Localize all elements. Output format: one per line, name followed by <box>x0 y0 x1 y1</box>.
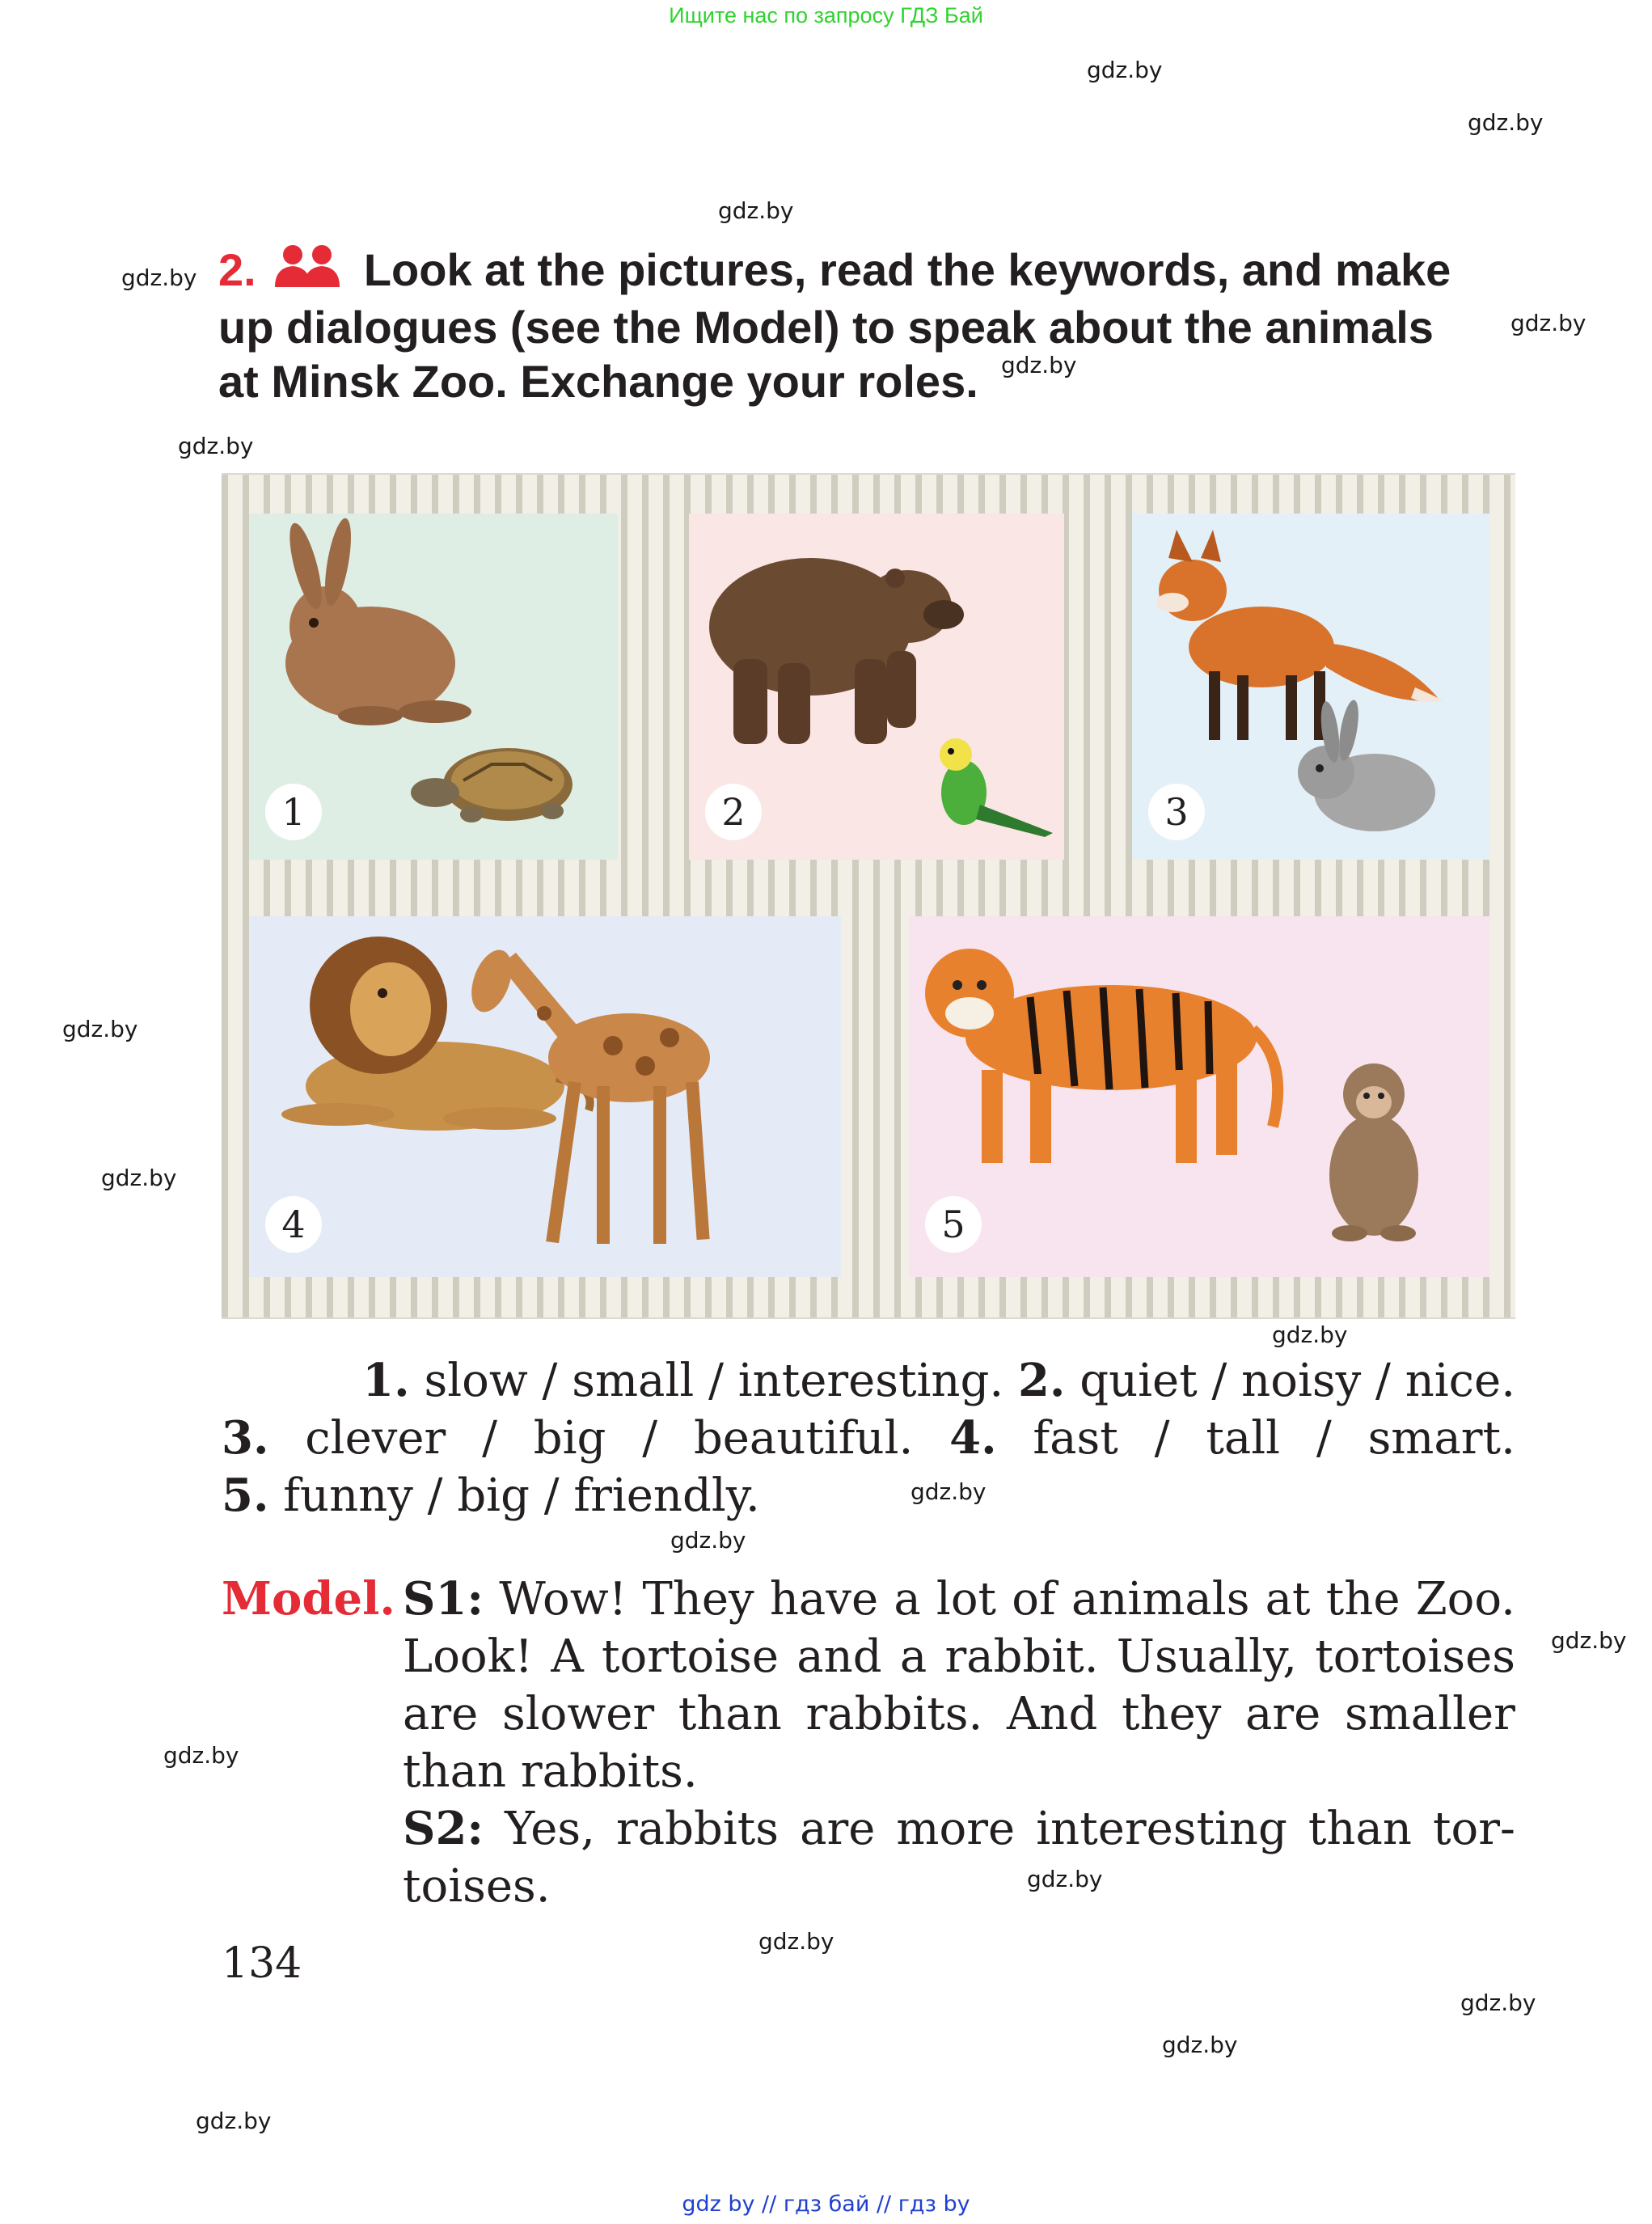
keyword-word: / <box>1154 1412 1170 1465</box>
watermark: gdz.by <box>718 197 794 224</box>
s2-line-2: toises. <box>403 1860 551 1913</box>
task-heading <box>218 243 1520 408</box>
keyword-word: big <box>533 1412 606 1465</box>
word: Look! <box>403 1630 534 1683</box>
word: at <box>1265 1573 1311 1626</box>
tortoise-figure <box>411 748 572 822</box>
word: and <box>796 1630 882 1683</box>
keyword-word: fast <box>1033 1412 1118 1465</box>
word: animals <box>1071 1573 1250 1626</box>
keyword-word: / <box>1316 1412 1332 1465</box>
tiger-figure <box>925 949 1278 1163</box>
top-banner[interactable]: Ищите нас по запросу ГДЗ Бай <box>669 3 983 27</box>
keyword-list: quiet / noisy / nice. <box>1080 1355 1515 1407</box>
task-line-3: at Minsk Zoo. Exchange your roles. <box>218 356 978 407</box>
word: Wow! <box>499 1573 627 1626</box>
watermark: gdz.by <box>1510 310 1587 336</box>
word: a <box>894 1573 921 1626</box>
speaker-label: S2: <box>403 1802 484 1855</box>
watermark: gdz.by <box>670 1527 746 1554</box>
watermark: gdz.by <box>1551 1627 1627 1654</box>
word: rabbits. <box>805 1688 983 1740</box>
task-line-2: up dialogues (see the Model) to speak about the animals <box>218 302 1434 353</box>
footer-links[interactable]: gdz by // гдз бай // гдз by <box>682 2192 970 2217</box>
watermark: gdz.by <box>1272 1321 1348 1348</box>
watermark: gdz.by <box>178 433 254 459</box>
keywords-line-1 <box>222 1352 1515 1410</box>
panel-1 <box>249 514 618 860</box>
word: slower <box>501 1688 655 1740</box>
s2-line-1 <box>403 1800 1515 1858</box>
watermark: gdz.by <box>758 1928 834 1955</box>
panel-number-badge: 2 <box>705 784 762 840</box>
word: are <box>1245 1688 1321 1740</box>
word: rabbits <box>615 1803 779 1855</box>
keyword-list: funny / big / friendly. <box>283 1469 760 1522</box>
s1-line-1 <box>403 1571 1515 1628</box>
watermark: gdz.by <box>1087 57 1163 83</box>
word: Yes, <box>505 1803 595 1855</box>
animals-picture <box>222 473 1515 1319</box>
s1-line-2 <box>403 1628 1515 1685</box>
monkey-figure <box>1329 1063 1418 1241</box>
word: the <box>1325 1573 1401 1626</box>
watermark: gdz.by <box>163 1742 239 1769</box>
word: are <box>800 1803 876 1855</box>
word: smaller <box>1344 1688 1515 1740</box>
task-line-1 <box>218 243 1520 300</box>
word: Zoo. <box>1415 1573 1515 1626</box>
watermark: gdz.by <box>121 264 197 291</box>
watermark: gdz.by <box>101 1165 177 1191</box>
speaker-label: S1: <box>403 1572 484 1626</box>
panel-number-badge: 3 <box>1148 784 1205 840</box>
panel-4 <box>249 916 841 1277</box>
watermark: gdz.by <box>911 1478 987 1505</box>
word: tortoises <box>1315 1630 1515 1683</box>
word: than <box>678 1688 782 1740</box>
bear-figure <box>709 558 964 744</box>
keyword-word: tall <box>1206 1412 1281 1465</box>
keyword-number: 2. <box>1017 1354 1066 1407</box>
pair-work-icon <box>273 243 341 300</box>
word: than <box>1308 1803 1412 1855</box>
watermark: gdz.by <box>1468 109 1544 136</box>
watermark: gdz.by <box>196 2108 272 2134</box>
keyword-word: / <box>642 1412 658 1465</box>
word: they <box>1122 1688 1222 1740</box>
watermark: gdz.by <box>1001 352 1077 378</box>
panel-number-badge: 5 <box>925 1196 982 1253</box>
keywords-line-3 <box>222 1467 1515 1524</box>
parrot-figure <box>940 738 1053 837</box>
panel-number-badge: 4 <box>265 1196 322 1253</box>
word: a <box>899 1630 927 1683</box>
keyword-number: 1. <box>362 1354 410 1407</box>
word: A <box>551 1630 584 1683</box>
keyword-word: beautiful. <box>693 1412 914 1465</box>
keyword-word: / <box>482 1412 497 1465</box>
word: lot <box>936 1573 997 1626</box>
s1-line-3 <box>403 1685 1515 1743</box>
keyword-number: 4. <box>949 1411 997 1465</box>
word: They <box>642 1573 754 1626</box>
panel-number-badge: 1 <box>265 784 322 840</box>
panel-3 <box>1132 514 1489 860</box>
word: And <box>1006 1688 1098 1740</box>
keywords-line-2 <box>222 1410 1515 1467</box>
watermark: gdz.by <box>1460 1989 1536 2016</box>
s1-line-4: than rabbits. <box>403 1745 698 1798</box>
panel-2 <box>689 514 1064 860</box>
watermark: gdz.by <box>1027 1866 1103 1892</box>
word: more <box>896 1803 1016 1855</box>
word: Usually, <box>1116 1630 1298 1683</box>
panel-5 <box>909 916 1489 1277</box>
keyword-number: 3. <box>222 1411 269 1465</box>
fox-figure <box>1156 530 1443 740</box>
word: have <box>769 1573 879 1626</box>
page-number: 134 <box>222 1939 302 1988</box>
keyword-number: 5. <box>222 1469 269 1522</box>
task-number: 2. <box>218 244 256 295</box>
word: interesting <box>1036 1803 1287 1855</box>
word: are <box>403 1688 479 1740</box>
keyword-word: smart. <box>1367 1412 1515 1465</box>
model-body <box>403 1571 1515 1915</box>
model-label: Model. <box>222 1572 395 1626</box>
keywords-block <box>222 1352 1515 1524</box>
word: tor- <box>1432 1803 1515 1855</box>
rabbit-figure <box>283 517 471 725</box>
watermark: gdz.by <box>1162 2032 1238 2058</box>
lion-figure <box>281 937 590 1131</box>
watermark: gdz.by <box>62 1016 138 1042</box>
keyword-word: clever <box>305 1412 446 1465</box>
keyword-list: slow / small / interesting. <box>424 1355 1004 1407</box>
task-text: Look at the pictures, read the keywords, and make <box>363 244 1451 295</box>
word: of <box>1012 1573 1056 1626</box>
word: tortoise <box>602 1630 780 1683</box>
word: rabbit. <box>944 1630 1099 1683</box>
